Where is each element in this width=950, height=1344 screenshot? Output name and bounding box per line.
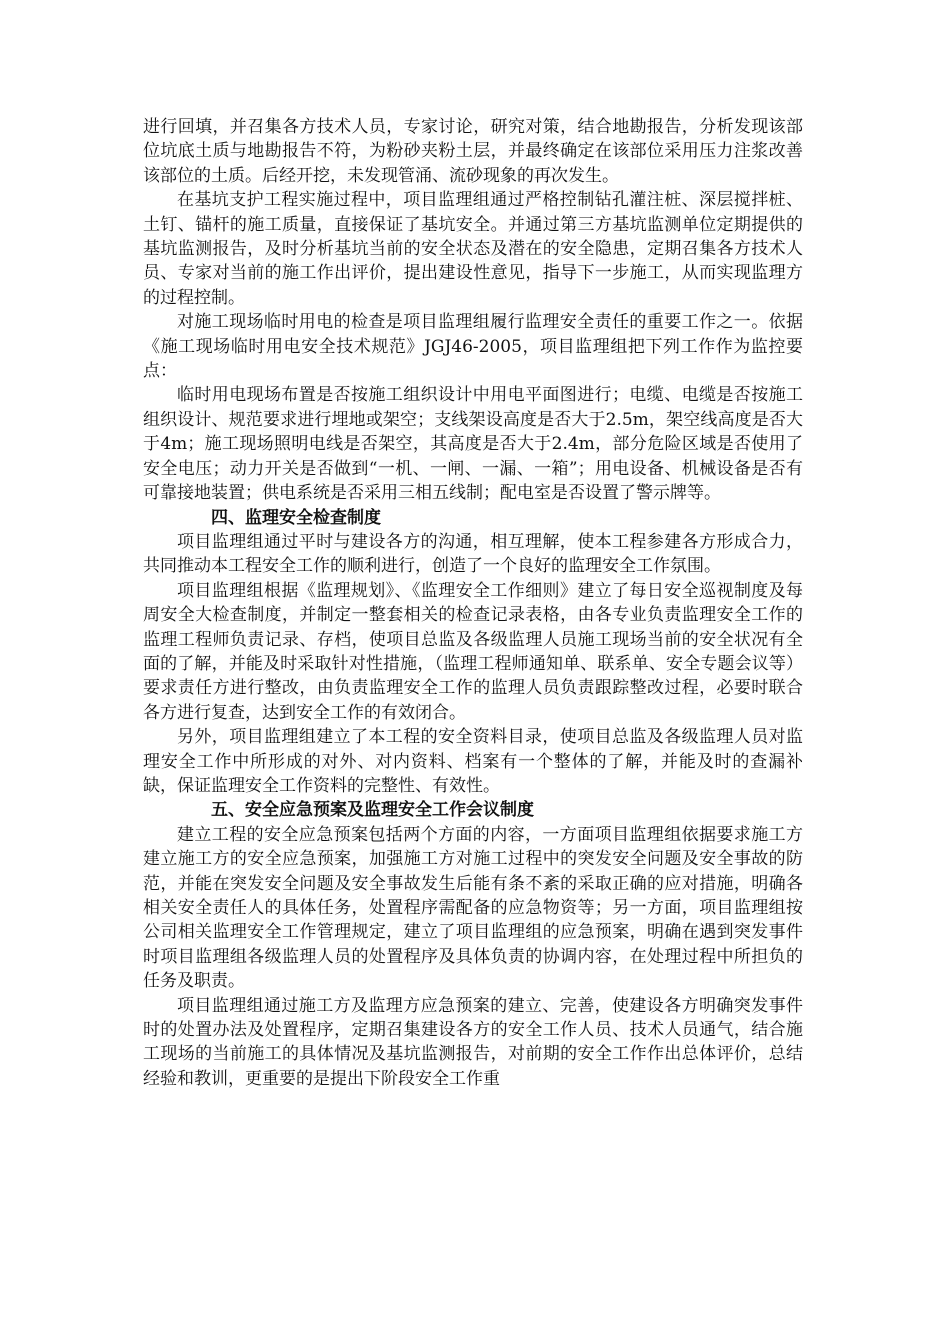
paragraph-emergency-plan: 建立工程的安全应急预案包括两个方面的内容，一方面项目监理组依据要求施工方建立施工方的安全应急预案，加强施工方对施工过程中的突发安全问题及安全事故的防范，并能在突发安全问题及安全事故发生后能有条不紊的采取正确的应对措施，明确各相关安全责任人的具体任务，处置程序需配备的应急物资等；另一方面，项目监理组按公司相关监理安全工作管理规定，建立了项目监理组的应急预案，明确在遇到突发事件时项目监理组各级监理人员的处置程序及具体负责的协调内容，在处理过程中所担负的任务及职责。 [143,824,803,992]
section-heading-5: 五、安全应急预案及监理安全工作会议制度 [211,800,534,821]
paragraph-pit-support: 在基坑支护工程实施过程中，项目监理组通过严格控制钻孔灌注桩、深层搅拌桩、土钉、锚杆的施工质量，直接保证了基坑安全。并通过第三方基坑监测单位定期提供的基坑监测报告，及时分析基坑当前的安全状态及潜在的安全隐患，定期召集各方技术人员、专家对当前的施工作出评价，提出建设性意见，指导下一步施工，从而实现监理方的过程控制。 [143,190,803,308]
paragraph-safety-records: 另外，项目监理组建立了本工程的安全资料目录，使项目总监及各级监理人员对监理安全工作中所形成的对外、对内资料、档案有一个整体的了解，并能及时的查漏补缺，保证监理安全工作资料的完整性、有效性。 [143,727,803,796]
paragraph-temporary-power: 对施工现场临时用电的检查是项目监理组履行监理安全责任的重要工作之一。依据《施工现场临时用电安全技术规范》JGJ46-2005，项目监理组把下列工作作为监控要点： [143,312,803,382]
section-heading-4: 四、监理安全检查制度 [211,507,381,528]
paragraph-emergency-meetings: 项目监理组通过施工方及监理方应急预案的建立、完善，使建设各方明确突发事件时的处置办法及处置程序，定期召集建设各方的安全工作人员、技术人员通气，结合施工现场的当前施工的具体情况及基坑监测报告，对前期的安全工作作出总体评价，总结经验和教训，更重要的是提出下阶段安全工作重 [143,995,803,1089]
document-page [143,115,803,1091]
paragraph-communication: 项目监理组通过平时与建设各方的沟通，相互理解，使本工程参建各方形成合力，共同推动本工程安全工作的顺利进行，创造了一个良好的监理安全工作氛围。 [143,531,803,577]
paragraph-inspection-system: 项目监理组根据《监理规划》、《监理安全工作细则》建立了每日安全巡视制度及每周安全大检查制度，并制定一整套相关的检查记录表格，由各专业负责监理安全工作的监理工程师负责记录、存档，使项目总监及各级监理人员施工现场当前的安全状况有全面的了解，并能及时采取针对性措施，（监理工程师通知单、联系单、安全专题会议等）要求责任方进行整改，由负责监理安全工作的监理人员负责跟踪整改过程，必要时联合各方进行复查，达到安全工作的有效闭合。 [143,580,803,723]
paragraph-power-checklist: 临时用电现场布置是否按施工组织设计中用电平面图进行；电缆、电缆是否按施工组织设计、规范要求进行埋地或架空；支线架设高度是否大于2.5m，架空线高度是否大于4m；施工现场照明电线是否架空，其高度是否大于2.4m，部分危险区域是否使用了安全电压；动力开关是否做到“一机、一闸、一漏、一箱”；用电设备、机械设备是否有可靠接地装置；供电系统是否采用三相五线制；配电室是否设置了警示牌等。 [143,385,803,504]
paragraph-backfill: 进行回填，并召集各方技术人员，专家讨论，研究对策，结合地勘报告，分析发现该部位坑底土质与地勘报告不符，为粉砂夹粉土层，并最终确定在该部位采用压力注浆改善该部位的土质。后经开挖，未发现管涌、流砂现象的再次发生。 [143,117,803,186]
